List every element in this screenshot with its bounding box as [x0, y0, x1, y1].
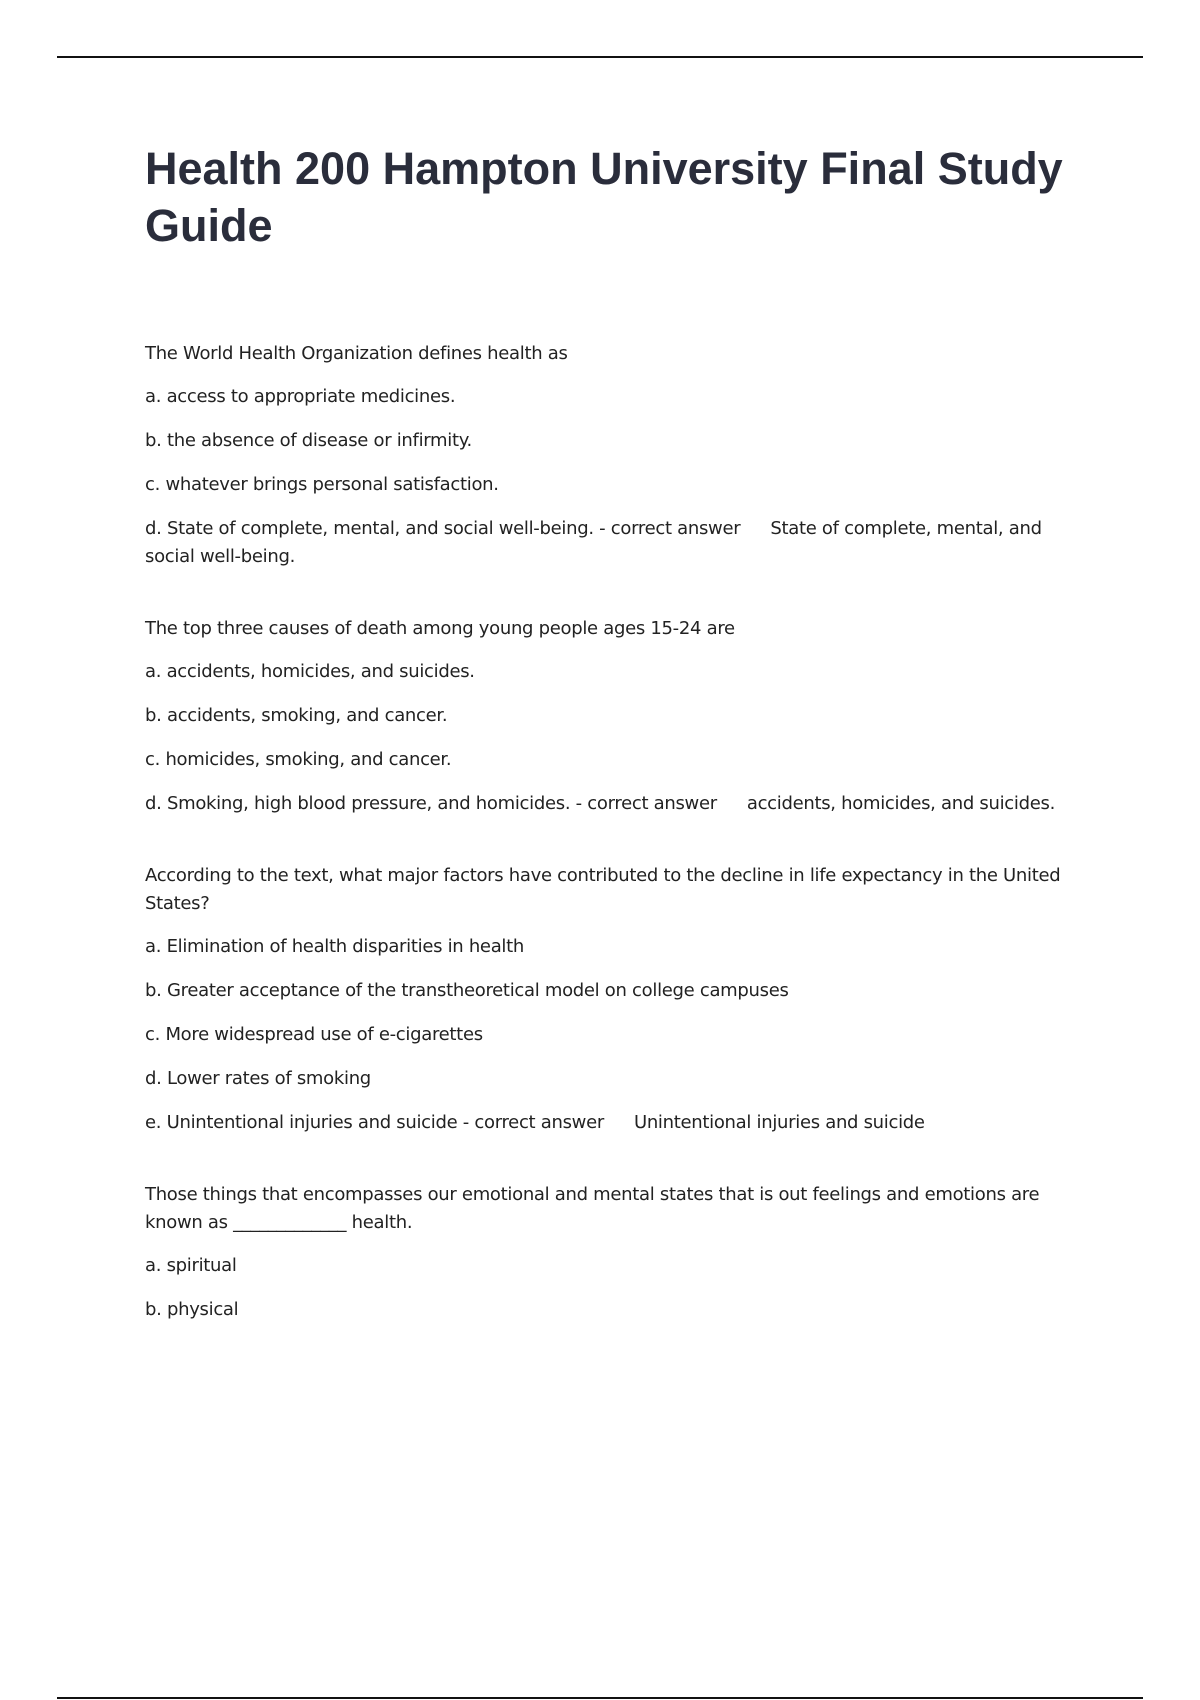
- question-2: [145, 615, 1080, 818]
- question-3: [145, 862, 1080, 1137]
- question-text: According to the text, what major factors have contributed to the decline in life expectancy in the United States?: [145, 865, 1061, 914]
- correct-answer: State of complete, mental, and social well-being.: [145, 518, 1042, 567]
- option-c: c. More widespread use of e-cigarettes: [145, 1024, 483, 1045]
- question-1: [145, 340, 1080, 571]
- option-b: b. physical: [145, 1299, 239, 1320]
- bottom-rule: [57, 1697, 1143, 1699]
- option-c: c. whatever brings personal satisfaction.: [145, 474, 499, 495]
- document-title: Health 200 Hampton University Final Study Guide: [145, 143, 1063, 251]
- document-page: [145, 140, 1080, 1368]
- option-d: [145, 515, 1080, 571]
- option-a: a. accidents, homicides, and suicides.: [145, 661, 475, 682]
- top-rule: [57, 56, 1143, 58]
- option-b: b. the absence of disease or infirmity.: [145, 430, 472, 451]
- correct-answer: Unintentional injuries and suicide: [633, 1112, 925, 1133]
- option-d-text: d. State of complete, mental, and social well-being. - correct answer: [145, 518, 741, 539]
- option-e-text: e. Unintentional injuries and suicide - correct answer: [145, 1112, 604, 1133]
- option-c: c. homicides, smoking, and cancer.: [145, 749, 452, 770]
- option-d: d. Lower rates of smoking: [145, 1068, 371, 1089]
- question-list: [145, 340, 1080, 1324]
- option-e: [145, 1109, 1080, 1137]
- question-text: Those things that encompasses our emotional and mental states that is out feelings and emotions are known as _____________ health.: [145, 1184, 1040, 1233]
- option-d-text: d. Smoking, high blood pressure, and homicides. - correct answer: [145, 793, 717, 814]
- option-b: b. accidents, smoking, and cancer.: [145, 705, 448, 726]
- question-4: [145, 1181, 1080, 1324]
- question-text: The World Health Organization defines health as: [145, 343, 568, 364]
- option-a: a. spiritual: [145, 1255, 237, 1276]
- option-a: a. Elimination of health disparities in health: [145, 936, 525, 957]
- correct-answer: accidents, homicides, and suicides.: [746, 793, 1056, 814]
- option-d: [145, 790, 1080, 818]
- option-a: a. access to appropriate medicines.: [145, 386, 456, 407]
- question-text: The top three causes of death among young people ages 15-24 are: [145, 618, 735, 639]
- option-b: b. Greater acceptance of the transtheoretical model on college campuses: [145, 980, 789, 1001]
